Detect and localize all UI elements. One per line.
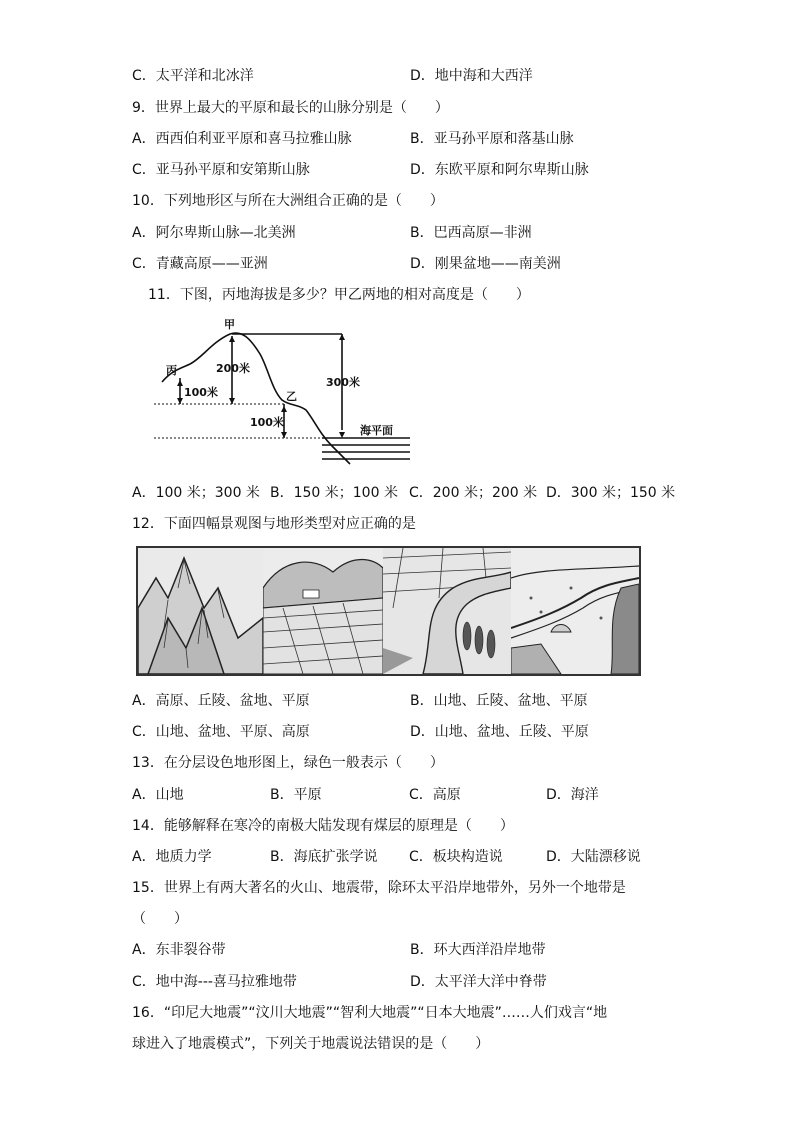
q14-option-d: D．大陆漂移说 xyxy=(546,849,641,865)
q10-option-d: D．刚果盆地——南美洲 xyxy=(410,256,561,272)
q9-option-b: B．亚马孙平原和落基山脉 xyxy=(410,131,574,147)
q13-option-c: C．高原 xyxy=(409,787,461,803)
q11-option-a: A．100 米；300 米 xyxy=(132,485,260,501)
q12-option-d: D．山地、盆地、丘陵、平原 xyxy=(410,724,589,740)
q10-stem: 10．下列地形区与所在大洲组合正确的是（ ） xyxy=(132,193,444,209)
q10-option-c: C．青藏高原——亚洲 xyxy=(132,256,268,272)
q11-option-b: B．150 米；100 米 xyxy=(270,485,398,501)
q14-stem: 14．能够解释在寒冷的南极大陆发现有煤层的原理是（ ） xyxy=(132,818,514,834)
q10-option-a: A．阿尔卑斯山脉—北美洲 xyxy=(132,225,296,241)
q9-stem: 9．世界上最大的平原和最长的山脉分别是（ ） xyxy=(132,100,449,116)
label-100m-yi: 100米 xyxy=(250,416,284,429)
q11-option-d: D．300 米；150 米 xyxy=(546,485,676,501)
q14-option-b: B．海底扩张学说 xyxy=(270,849,378,865)
q9-option-d: D．东欧平原和阿尔卑斯山脉 xyxy=(410,162,589,178)
label-jia: 甲 xyxy=(224,318,235,331)
q15-stem-continued: （ ） xyxy=(132,911,188,927)
q13-option-a: A．山地 xyxy=(132,787,184,803)
q8-option-d: D．地中海和大西洋 xyxy=(410,68,533,84)
q14-option-c: C．板块构造说 xyxy=(409,849,503,865)
q16-stem-continued: 球进入了地震模式”，下列关于地震说法错误的是（ ） xyxy=(132,1036,490,1052)
q12-option-a: A．高原、丘陵、盆地、平原 xyxy=(132,693,310,709)
q14-option-a: A．地质力学 xyxy=(132,849,212,865)
landscape-images xyxy=(136,546,641,676)
q12-stem: 12．下面四幅景观图与地形类型对应正确的是 xyxy=(132,516,416,532)
q15-option-c: C．地中海---喜马拉雅地带 xyxy=(132,974,297,990)
q15-option-d: D．太平洋大洋中脊带 xyxy=(410,974,547,990)
label-yi: 乙 xyxy=(286,390,297,403)
q15-option-a: A．东非裂谷带 xyxy=(132,942,226,958)
q13-option-b: B．平原 xyxy=(270,787,322,803)
q8-option-c: C．太平洋和北冰洋 xyxy=(132,68,254,84)
label-sea-level: 海平面 xyxy=(360,424,393,437)
label-bing: 丙 xyxy=(166,364,177,377)
q16-stem: 16．“印尼大地震”“汶川大地震”“智利大地震”“日本大地震”……人们戏言“地 xyxy=(132,1005,608,1021)
q12-option-c: C．山地、盆地、平原、高原 xyxy=(132,724,310,740)
landscape-basin xyxy=(383,548,511,674)
q13-option-d: D．海洋 xyxy=(546,787,599,803)
q9-option-c: C．亚马孙平原和安第斯山脉 xyxy=(132,162,310,178)
q10-option-b: B．巴西高原—非洲 xyxy=(410,225,532,241)
q11-stem: 11．下图，丙地海拔是多少？甲乙两地的相对高度是（ ） xyxy=(148,287,530,303)
q15-option-b: B．环大西洋沿岸地带 xyxy=(410,942,546,958)
q13-stem: 13．在分层设色地形图上，绿色一般表示（ ） xyxy=(132,755,444,771)
landscape-mountains xyxy=(138,548,263,674)
q9-option-a: A．西西伯利亚平原和喜马拉雅山脉 xyxy=(132,131,352,147)
label-200m: 200米 xyxy=(216,362,250,375)
label-300m: 300米 xyxy=(326,376,360,389)
landscape-hills xyxy=(263,548,383,674)
elevation-diagram xyxy=(150,318,430,468)
q11-option-c: C．200 米；200 米 xyxy=(409,485,538,501)
landscape-plain xyxy=(511,548,639,674)
q15-stem: 15．世界上有两大著名的火山、地震带，除环太平沿岸地带外，另外一个地带是 xyxy=(132,880,626,896)
q12-option-b: B．山地、丘陵、盆地、平原 xyxy=(410,693,588,709)
label-100m-bing: 100米 xyxy=(184,386,218,399)
